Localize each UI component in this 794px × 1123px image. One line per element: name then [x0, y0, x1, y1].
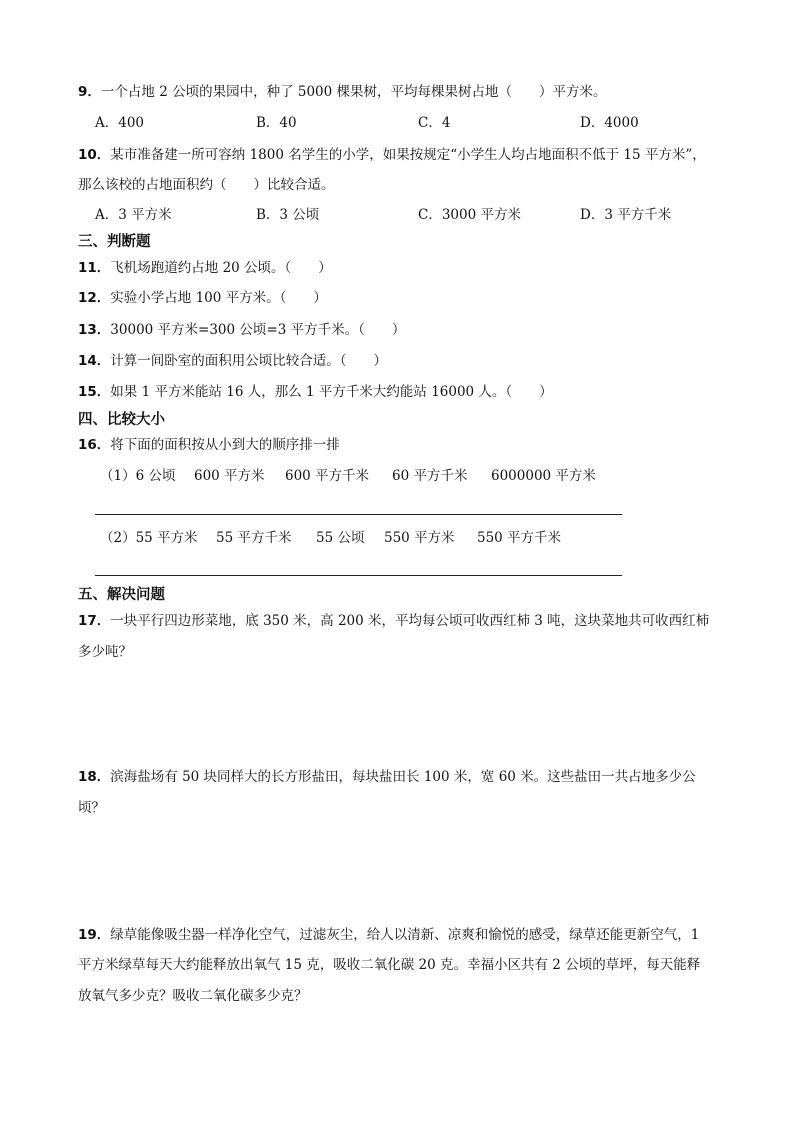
question-text: 滨海盐场有 50 块同样大的长方形盐田，每块盐田长 100 米，宽 60 米。这些盐田一共占地多少公	[110, 769, 696, 785]
question-18-continued: 顷？	[78, 800, 105, 816]
sequence-item: 55 平方千米	[216, 530, 292, 546]
question-number: 10．	[78, 147, 111, 163]
question-text: 实验小学占地 100 平方米。（ ）	[110, 290, 327, 306]
option-a: A．400	[95, 115, 145, 131]
question-19-continued: 放氧气多少克？吸收二氧化碳多少克？	[78, 988, 308, 1004]
section-heading-compare: 四、比较大小	[78, 412, 165, 428]
sequence-item: 550 平方米	[384, 530, 455, 546]
question-16	[78, 435, 340, 455]
sequence-item: 550 平方千米	[477, 530, 562, 546]
sequence-item: 60 平方千米	[392, 468, 468, 484]
option-a: A．3 平方米	[95, 207, 172, 223]
question-18	[78, 767, 696, 787]
option-b: B．3 公顷	[256, 207, 320, 223]
option-b: B．40	[256, 115, 297, 131]
question-number: 13．	[78, 322, 111, 338]
question-number: 18．	[78, 769, 111, 785]
question-19	[78, 925, 699, 945]
sequence-item: 600 平方米	[194, 468, 265, 484]
question-13	[78, 320, 405, 340]
option-d: D．4000	[580, 115, 639, 131]
question-number: 11．	[78, 260, 111, 276]
sequence-item: 600 平方千米	[285, 468, 370, 484]
answer-line	[95, 575, 622, 576]
question-11	[78, 258, 332, 278]
option-c: C．3000 平方米	[418, 207, 521, 223]
question-text: 一个占地 2 公顷的果园中，种了 5000 棵果树，平均每棵果树占地（ ）平方米。	[100, 84, 607, 100]
question-text: 某市准备建一所可容纳 1800 名学生的小学，如果按规定“小学生人均占地面积不低于 15 平方米”，	[110, 147, 706, 163]
question-10	[78, 145, 706, 165]
question-text: 计算一间卧室的面积用公顷比较合适。（ ）	[110, 353, 388, 369]
question-number: 12．	[78, 290, 111, 306]
question-number: 17．	[78, 613, 111, 629]
question-text: 如果 1 平方米能站 16 人，那么 1 平方千米大约能站 16000 人。（ ）	[110, 384, 553, 400]
question-text: 飞机场跑道约占地 20 公顷。（ ）	[110, 260, 332, 276]
question-text: 30000 平方米=300 公顷=3 平方千米。（ ）	[110, 322, 406, 338]
sequence-item: 6000000 平方米	[491, 468, 596, 484]
sequence-1-label: （1）6 公顷	[100, 468, 176, 484]
question-number: 19．	[78, 927, 111, 943]
question-10-continued: 那么该校的占地面积约（ ）比较合适。	[78, 177, 335, 193]
question-text: 一块平行四边形菜地，底 350 米，高 200 米，平均每公顷可收西红柿 3 吨，这块菜地共可收西红柿	[110, 613, 710, 629]
question-text: 将下面的面积按从小到大的顺序排一排	[110, 437, 340, 453]
section-heading-problems: 五、解决问题	[78, 587, 165, 603]
question-9	[78, 82, 607, 102]
question-19-continued: 平方米绿草每天大约能释放出氧气 15 克，吸收二氧化碳 20 克。幸福小区共有 2 公顷的草坪，每天能释	[78, 957, 701, 973]
sequence-item: 55 公顷	[316, 530, 365, 546]
question-text: 绿草能像吸尘器一样净化空气，过滤灰尘，给人以清新、凉爽和愉悦的感受，绿草还能更新空气，1	[110, 927, 700, 943]
question-number: 9．	[78, 84, 101, 100]
answer-line	[95, 514, 622, 515]
section-heading-judgement: 三、判断题	[78, 234, 151, 250]
question-number: 14．	[78, 353, 111, 369]
question-17-continued: 多少吨？	[78, 644, 132, 660]
question-15	[78, 382, 553, 402]
option-d: D．3 平方千米	[580, 207, 672, 223]
question-number: 16．	[78, 437, 111, 453]
question-12	[78, 288, 327, 308]
question-14	[78, 351, 387, 371]
question-17	[78, 611, 709, 631]
question-number: 15．	[78, 384, 111, 400]
option-c: C．4	[418, 115, 451, 131]
sequence-2-label: （2）55 平方米	[100, 530, 198, 546]
